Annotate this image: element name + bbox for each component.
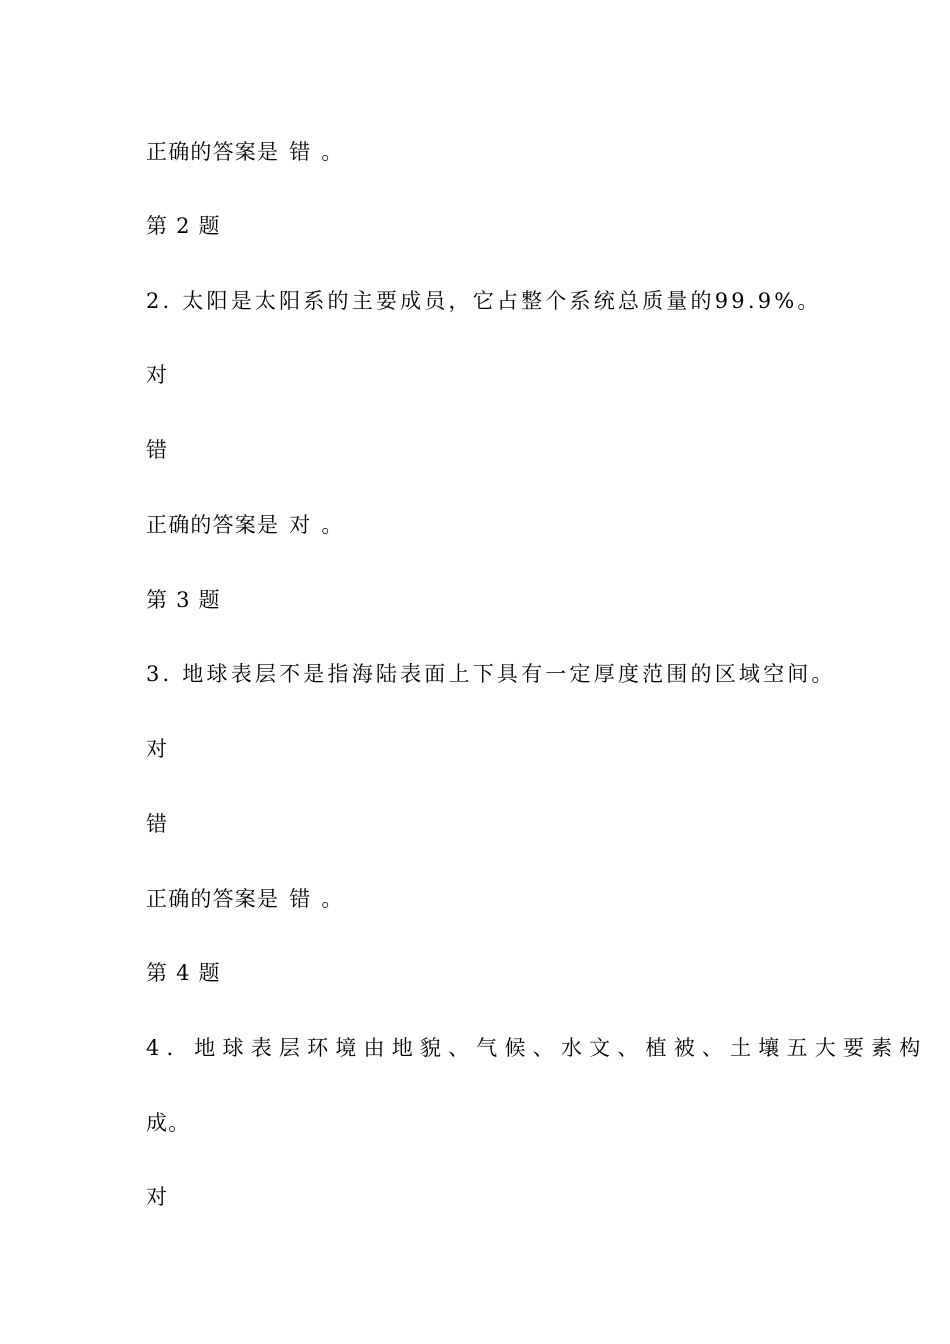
option-false-q3: 错 — [146, 812, 169, 836]
answer-prefix: 正确的答案是 — [146, 140, 280, 164]
question-text-4-continued: 成。 — [146, 1111, 191, 1135]
question-heading-3: 第 3 题 — [146, 588, 221, 612]
question-heading-4: 第 4 题 — [146, 961, 221, 985]
answer-value: 对 — [289, 513, 312, 537]
answer-line-q3 — [146, 884, 344, 914]
option-false-q2: 错 — [146, 438, 169, 462]
option-true-q4: 对 — [146, 1185, 169, 1209]
option-true-q2: 对 — [146, 363, 169, 387]
answer-value: 错 — [289, 887, 312, 911]
question-text-4: 4. 地球表层环境由地貌、气候、水文、植被、土壤五大要素构 — [146, 1036, 928, 1060]
answer-suffix: 。 — [321, 140, 344, 164]
answer-value: 错 — [289, 140, 312, 164]
answer-suffix: 。 — [321, 887, 344, 911]
option-true-q3: 对 — [146, 737, 169, 761]
question-heading-2: 第 2 题 — [146, 214, 221, 238]
question-text-2: 2. 太阳是太阳系的主要成员，它占整个系统总质量的99.9%。 — [146, 289, 822, 313]
question-text-3: 3. 地球表层不是指海陆表面上下具有一定厚度范围的区域空间。 — [146, 662, 836, 686]
answer-prefix: 正确的答案是 — [146, 887, 280, 911]
answer-prefix: 正确的答案是 — [146, 513, 280, 537]
answer-suffix: 。 — [321, 513, 344, 537]
answer-line-q1 — [146, 137, 344, 167]
answer-line-q2 — [146, 510, 344, 540]
